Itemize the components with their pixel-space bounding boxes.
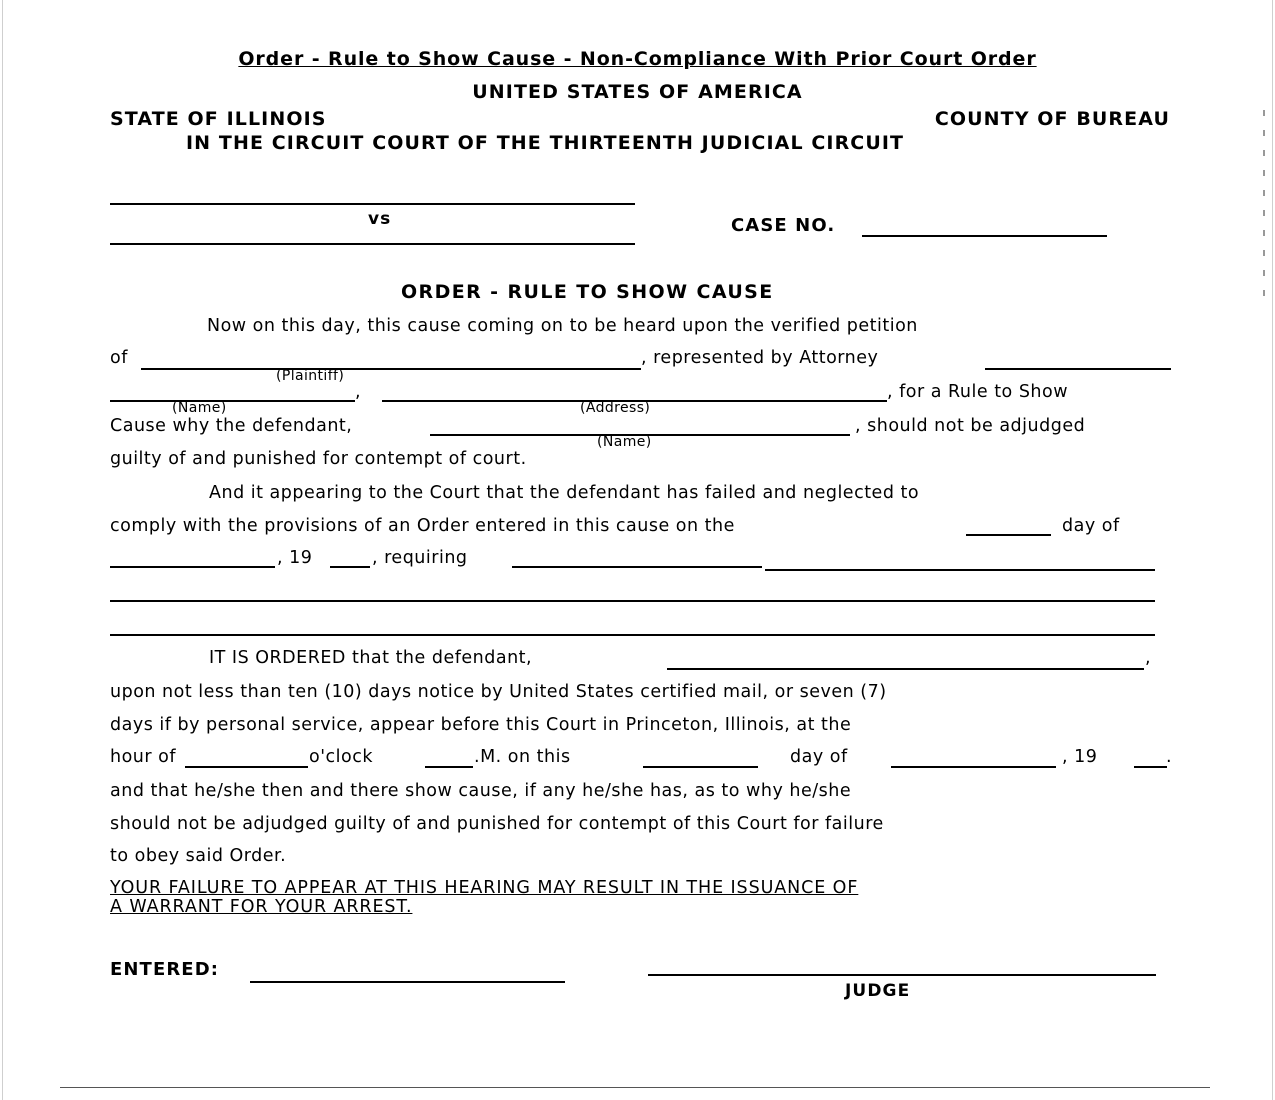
para3-line4f: .	[1166, 747, 1173, 767]
margin-tick-marks	[1263, 110, 1265, 310]
judge-label: JUDGE	[845, 981, 911, 1001]
entered-date-field-rule[interactable]	[250, 981, 565, 983]
para1-comma: ,	[355, 382, 362, 402]
requiring-field-rule-4[interactable]	[110, 634, 1155, 636]
para2-line2a: comply with the provisions of an Order entered in this cause on the	[110, 516, 735, 536]
caption-rule-bottom	[110, 243, 635, 245]
vs-label: vs	[368, 209, 392, 229]
order-year-field-rule[interactable]	[330, 566, 370, 568]
entered-label: ENTERED:	[110, 959, 220, 980]
address-caption-label: (Address)	[580, 400, 651, 416]
name-caption-label: (Name)	[172, 400, 227, 416]
order-month-field-rule[interactable]	[110, 566, 275, 568]
para3-line4e: , 19	[1062, 747, 1098, 767]
name2-caption-label: (Name)	[597, 434, 652, 450]
page-edge-left	[2, 0, 3, 1100]
warning-line2: A WARRANT FOR YOUR ARREST.	[110, 897, 413, 917]
caption-rule-top	[110, 203, 635, 205]
case-no-label: CASE NO.	[731, 215, 836, 236]
para3-line4d: day of	[790, 747, 848, 767]
para3-line6: should not be adjudged guilty of and punished for contempt of this Court for failure	[110, 814, 884, 834]
para3-line4b: o'clock	[309, 747, 373, 767]
requiring-field-rule-2[interactable]	[765, 569, 1155, 571]
defendant-order-field-rule[interactable]	[667, 668, 1144, 670]
para1-for-a-rule: , for a Rule to Show	[887, 382, 1069, 402]
para2-line3b: , requiring	[372, 548, 468, 568]
ampm-field-rule[interactable]	[425, 766, 473, 768]
para2-line2b: day of	[1062, 516, 1120, 536]
para3-comma: ,	[1145, 648, 1152, 668]
para2-line1: And it appearing to the Court that the defendant has failed and neglected to	[209, 483, 920, 503]
para3-line5: and that he/she then and there show cause, if any he/she has, as to why he/she	[110, 781, 852, 801]
para3-line4a: hour of	[110, 747, 177, 767]
state-county-line	[110, 108, 1170, 130]
attorney-field-rule[interactable]	[985, 368, 1171, 370]
country-heading: UNITED STATES OF AMERICA	[472, 81, 803, 103]
hearing-day-field-rule[interactable]	[643, 766, 758, 768]
case-no-field-rule[interactable]	[862, 235, 1107, 237]
page-edge-bottom	[60, 1087, 1210, 1088]
para1-guilty: guilty of and punished for contempt of court.	[110, 449, 527, 469]
para1-cause-why: Cause why the defendant,	[110, 416, 353, 436]
order-title: ORDER - RULE TO SHOW CAUSE	[401, 281, 774, 303]
plaintiff-caption-label: (Plaintiff)	[276, 368, 345, 384]
requiring-field-rule-1[interactable]	[512, 566, 762, 568]
order-day-field-rule[interactable]	[966, 534, 1051, 536]
warning-line1: YOUR FAILURE TO APPEAR AT THIS HEARING MAY RESULT IN THE ISSUANCE OF	[110, 878, 859, 898]
para2-line3a: , 19	[277, 548, 313, 568]
para3-line2: upon not less than ten (10) days notice by United States certified mail, or seven (7)	[110, 682, 887, 702]
attorney-name-field-rule[interactable]	[110, 400, 355, 402]
para3-line3: days if by personal service, appear before this Court in Princeton, Illinois, at the	[110, 715, 852, 735]
para1-should-not: , should not be adjudged	[855, 416, 1086, 436]
hearing-year-field-rule[interactable]	[1134, 766, 1167, 768]
para1-of: of	[110, 348, 128, 368]
para1-represented-by: , represented by Attorney	[641, 348, 879, 368]
judge-signature-field-rule[interactable]	[648, 974, 1156, 976]
plaintiff-name-field-rule[interactable]	[141, 368, 641, 370]
hour-field-rule[interactable]	[185, 766, 308, 768]
hearing-month-field-rule[interactable]	[891, 766, 1056, 768]
para1-lead: Now on this day, this cause coming on to be heard upon the verified petition	[207, 316, 918, 336]
state-label: STATE OF ILLINOIS	[110, 108, 327, 130]
circuit-heading: IN THE CIRCUIT COURT OF THE THIRTEENTH JUDICIAL CIRCUIT	[186, 132, 905, 154]
para3-line7: to obey said Order.	[110, 846, 287, 866]
page-edge-right	[1272, 0, 1273, 1100]
county-label: COUNTY OF BUREAU	[934, 108, 1170, 130]
para3-line4c: .M. on this	[474, 747, 571, 767]
para3-it-is-ordered: IT IS ORDERED that the defendant,	[209, 648, 533, 668]
form-header-title: Order - Rule to Show Cause - Non-Compliance With Prior Court Order	[238, 48, 1037, 70]
requiring-field-rule-3[interactable]	[110, 600, 1155, 602]
